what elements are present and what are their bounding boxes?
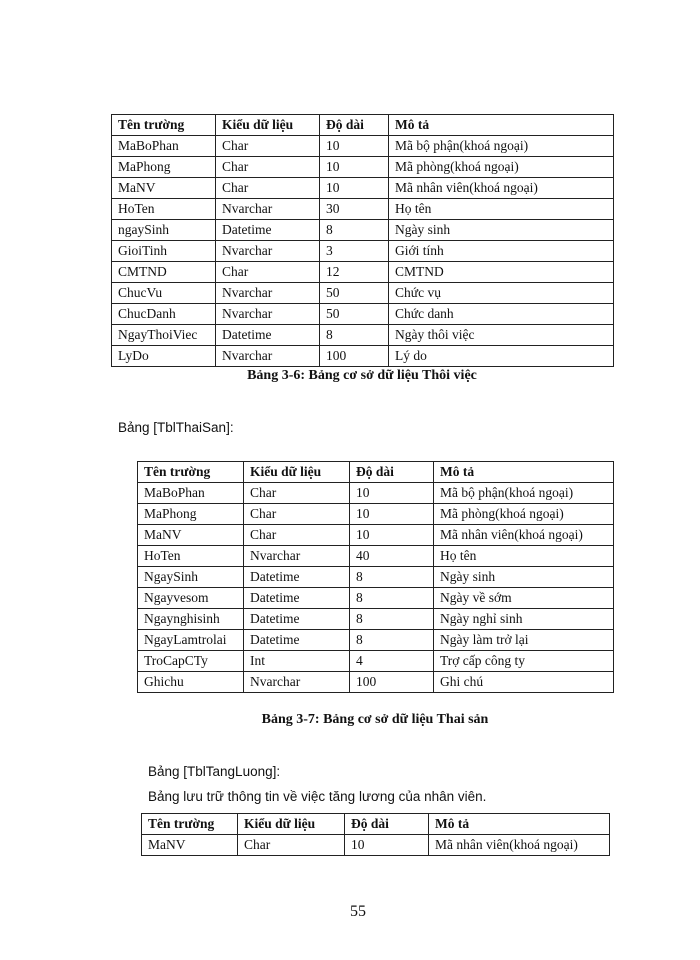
table-cell: ngaySinh xyxy=(112,220,216,241)
column-header: Độ dài xyxy=(345,814,429,835)
table-cell: Char xyxy=(238,835,345,856)
table-cell: Nvarchar xyxy=(216,346,320,367)
table-cell: MaNV xyxy=(112,178,216,199)
table-cell: 12 xyxy=(320,262,389,283)
table-cell: 40 xyxy=(350,546,434,567)
table-label-tang-luong: Bảng [TblTangLuong]: xyxy=(148,764,281,779)
table-cell: Trợ cấp công ty xyxy=(434,651,614,672)
table-cell: Ngayvesom xyxy=(138,588,244,609)
table-row xyxy=(112,262,614,283)
table-cell: 10 xyxy=(320,178,389,199)
table-cell: 8 xyxy=(350,630,434,651)
table-cell: 10 xyxy=(345,835,429,856)
table-cell: MaBoPhan xyxy=(138,483,244,504)
table-cell: Lý do xyxy=(389,346,614,367)
column-header: Tên trường xyxy=(112,115,216,136)
table-cell: 4 xyxy=(350,651,434,672)
table-row xyxy=(138,483,614,504)
table-cell: Chức danh xyxy=(389,304,614,325)
table-cell: Datetime xyxy=(244,630,350,651)
table-cell: MaPhong xyxy=(138,504,244,525)
column-header: Độ dài xyxy=(350,462,434,483)
table-row xyxy=(138,672,614,693)
table-cell: 30 xyxy=(320,199,389,220)
table-row xyxy=(112,136,614,157)
table-cell: Ghi chú xyxy=(434,672,614,693)
table-cell: ChucDanh xyxy=(112,304,216,325)
table-cell: HoTen xyxy=(112,199,216,220)
table-cell: Mã nhân viên(khoá ngoại) xyxy=(429,835,610,856)
table-cell: TroCapCTy xyxy=(138,651,244,672)
table-cell: Ngaynghisinh xyxy=(138,609,244,630)
table-cell: 8 xyxy=(320,325,389,346)
column-header: Mô tả xyxy=(434,462,614,483)
table-cell: Char xyxy=(244,504,350,525)
table-caption-thoi-viec: Bảng 3-6: Bảng cơ sở dữ liệu Thôi việc xyxy=(247,368,477,383)
table-row xyxy=(112,283,614,304)
table-cell: Mã phòng(khoá ngoại) xyxy=(389,157,614,178)
column-header: Kiểu dữ liệu xyxy=(244,462,350,483)
table-cell: 10 xyxy=(350,504,434,525)
column-header: Độ dài xyxy=(320,115,389,136)
table-cell: Mã bộ phận(khoá ngoại) xyxy=(389,136,614,157)
table-cell: MaNV xyxy=(142,835,238,856)
table-cell: MaNV xyxy=(138,525,244,546)
table-cell: ChucVu xyxy=(112,283,216,304)
table-cell: Ngày về sớm xyxy=(434,588,614,609)
table-cell: Mã nhân viên(khoá ngoại) xyxy=(389,178,614,199)
table-cell: Int xyxy=(244,651,350,672)
table-cell: 8 xyxy=(320,220,389,241)
table-row xyxy=(142,835,610,856)
table-tang-luong xyxy=(141,813,610,856)
table-cell: NgaySinh xyxy=(138,567,244,588)
table-row xyxy=(138,504,614,525)
table-cell: 3 xyxy=(320,241,389,262)
table-cell: 50 xyxy=(320,304,389,325)
table-cell: Ngày sinh xyxy=(389,220,614,241)
table-cell: Mã bộ phận(khoá ngoại) xyxy=(434,483,614,504)
table-cell: Char xyxy=(244,525,350,546)
table-cell: Nvarchar xyxy=(216,304,320,325)
table-cell: Ngày làm trở lại xyxy=(434,630,614,651)
table-row xyxy=(112,241,614,262)
table-row xyxy=(112,325,614,346)
table-row xyxy=(138,525,614,546)
table-cell: Ngày sinh xyxy=(434,567,614,588)
table-cell: Họ tên xyxy=(389,199,614,220)
table-description-tang-luong: Bảng lưu trữ thông tin về việc tăng lương của nhân viên. xyxy=(148,789,487,804)
table-row xyxy=(138,546,614,567)
table-cell: Char xyxy=(216,262,320,283)
table-cell: Nvarchar xyxy=(216,283,320,304)
table-cell: Mã phòng(khoá ngoại) xyxy=(434,504,614,525)
table-cell: Ghichu xyxy=(138,672,244,693)
table-cell: CMTND xyxy=(389,262,614,283)
table-label-thai-san: Bảng [TblThaiSan]: xyxy=(118,420,234,435)
table-cell: Nvarchar xyxy=(216,199,320,220)
table-row xyxy=(112,304,614,325)
table-cell: Họ tên xyxy=(434,546,614,567)
table-cell: GioiTinh xyxy=(112,241,216,262)
table-cell: Datetime xyxy=(244,609,350,630)
table-cell: 10 xyxy=(350,525,434,546)
table-row xyxy=(112,220,614,241)
table-thoi-viec xyxy=(111,114,614,367)
table-cell: Nvarchar xyxy=(244,546,350,567)
column-header: Kiểu dữ liệu xyxy=(216,115,320,136)
table-cell: Datetime xyxy=(244,588,350,609)
table-cell: Nvarchar xyxy=(216,241,320,262)
table-cell: 8 xyxy=(350,609,434,630)
table-cell: Chức vụ xyxy=(389,283,614,304)
table-cell: Datetime xyxy=(244,567,350,588)
column-header: Tên trường xyxy=(142,814,238,835)
table-cell: 100 xyxy=(320,346,389,367)
table-caption-thai-san: Bảng 3-7: Bảng cơ sở dữ liệu Thai sản xyxy=(261,712,489,727)
table-row xyxy=(112,178,614,199)
table-cell: 10 xyxy=(320,136,389,157)
table-header-row xyxy=(112,115,614,136)
table-row xyxy=(138,588,614,609)
table-cell: CMTND xyxy=(112,262,216,283)
table-row xyxy=(138,567,614,588)
table-cell: 8 xyxy=(350,567,434,588)
column-header: Kiểu dữ liệu xyxy=(238,814,345,835)
table-cell: Nvarchar xyxy=(244,672,350,693)
table-cell: Char xyxy=(216,157,320,178)
page-number: 55 xyxy=(350,903,366,920)
table-cell: Datetime xyxy=(216,220,320,241)
table-header-row xyxy=(138,462,614,483)
table-header-row xyxy=(142,814,610,835)
table-cell: 100 xyxy=(350,672,434,693)
table-thai-san xyxy=(137,461,614,693)
table-cell: Mã nhân viên(khoá ngoại) xyxy=(434,525,614,546)
table-cell: Ngày nghỉ sinh xyxy=(434,609,614,630)
column-header: Tên trường xyxy=(138,462,244,483)
table-row xyxy=(138,651,614,672)
table-cell: Char xyxy=(244,483,350,504)
table-cell: Char xyxy=(216,178,320,199)
table-row xyxy=(112,346,614,367)
table-cell: NgayLamtrolai xyxy=(138,630,244,651)
table-cell: 50 xyxy=(320,283,389,304)
table-row xyxy=(112,199,614,220)
table-cell: NgayThoiViec xyxy=(112,325,216,346)
table-row xyxy=(138,630,614,651)
table-cell: MaPhong xyxy=(112,157,216,178)
table-cell: Datetime xyxy=(216,325,320,346)
table-cell: 10 xyxy=(350,483,434,504)
column-header: Mô tả xyxy=(389,115,614,136)
table-row xyxy=(112,157,614,178)
column-header: Mô tả xyxy=(429,814,610,835)
table-row xyxy=(138,609,614,630)
table-cell: HoTen xyxy=(138,546,244,567)
table-cell: 10 xyxy=(320,157,389,178)
table-cell: MaBoPhan xyxy=(112,136,216,157)
table-cell: Char xyxy=(216,136,320,157)
table-cell: 8 xyxy=(350,588,434,609)
table-cell: Giới tính xyxy=(389,241,614,262)
table-cell: Ngày thôi việc xyxy=(389,325,614,346)
table-cell: LyDo xyxy=(112,346,216,367)
